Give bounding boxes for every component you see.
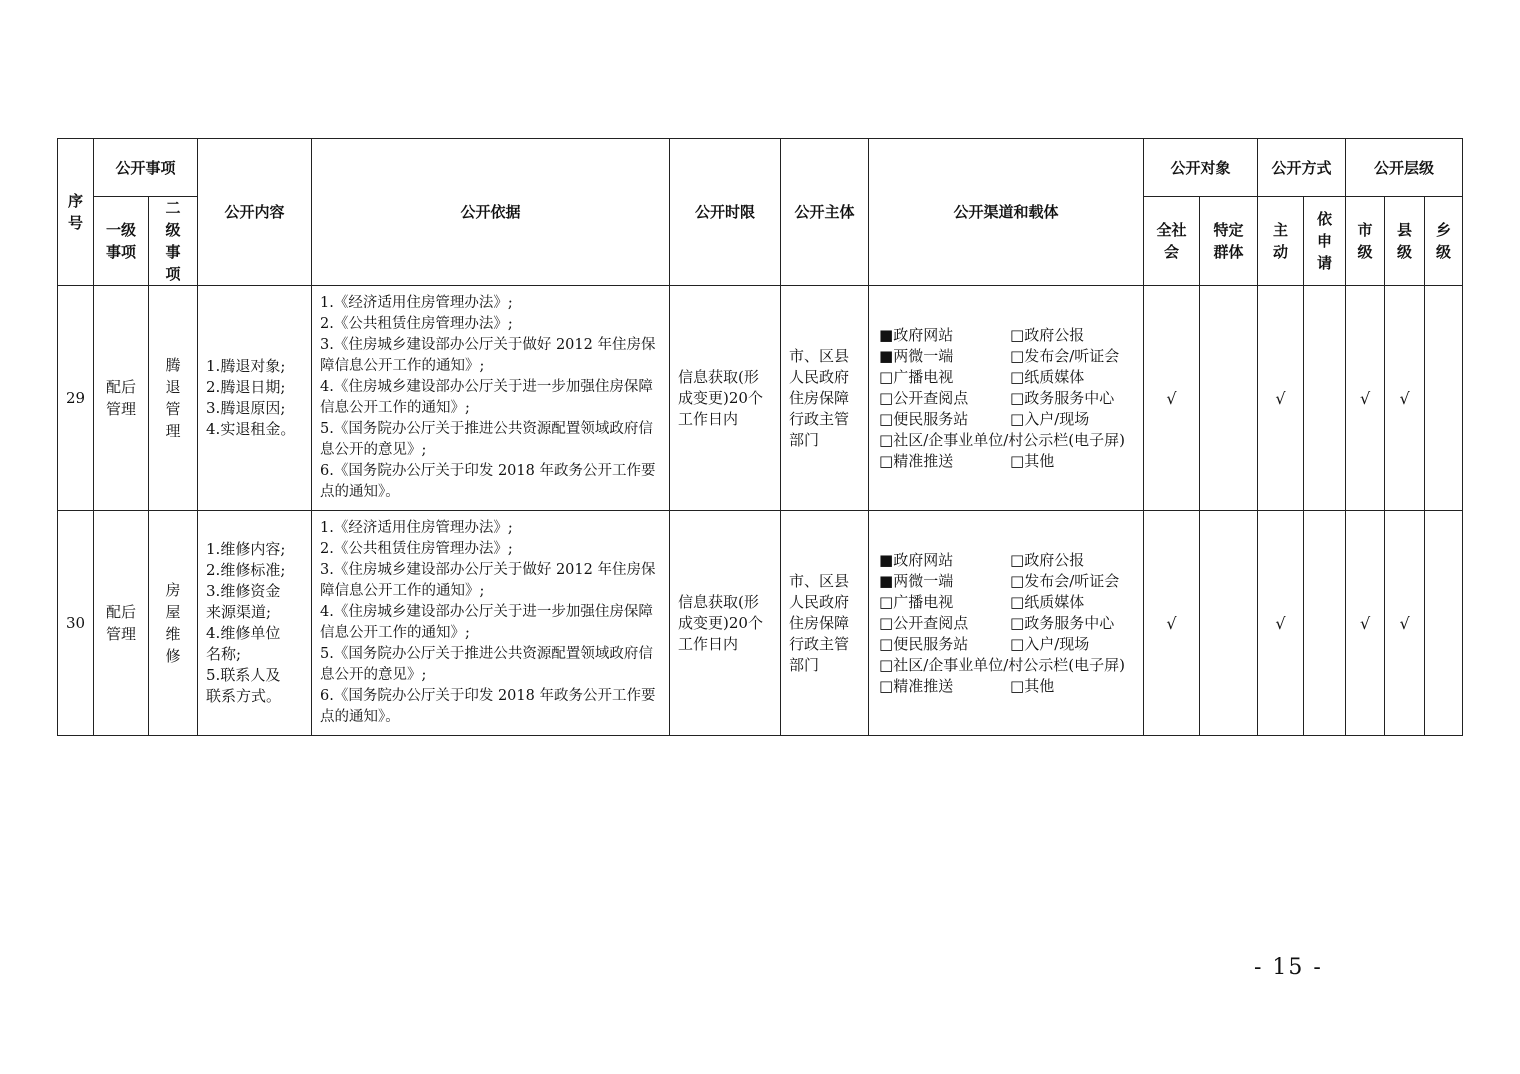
channel-option: □发布会/听证会: [1010, 571, 1120, 590]
content-line: 1.维修内容;: [206, 540, 286, 558]
check-level-town: [1425, 511, 1463, 736]
row-basis: [312, 286, 670, 511]
check-level-town: [1425, 286, 1463, 511]
row-seq: 29: [58, 286, 94, 511]
channel-option: □政务服务中心: [1010, 613, 1115, 632]
channel-option: □广播电视: [879, 592, 954, 611]
channel-option: ■两微一端: [879, 346, 954, 365]
header-method-active: 主动: [1258, 197, 1304, 286]
content-line: 来源渠道;: [206, 603, 272, 621]
row-seq: 30: [58, 511, 94, 736]
header-level2: 二级事项: [149, 197, 198, 286]
header-target-specific: 特定群体: [1200, 197, 1258, 286]
header-target-all: 全社会: [1144, 197, 1200, 286]
check-method-apply: [1304, 511, 1346, 736]
channel-option: □纸质媒体: [1010, 367, 1085, 386]
channel-option: □政务服务中心: [1010, 388, 1115, 407]
basis-line: 5.《国务院办公厅关于推进公共资源配置领域政府信息公开的意见》;: [320, 421, 653, 458]
header-target-group: 公开对象: [1144, 139, 1258, 197]
channel-option: □政府公报: [1010, 550, 1085, 569]
header-level-group: 公开层级: [1346, 139, 1463, 197]
basis-line: 3.《住房城乡建设部办公厅关于做好 2012 年住房保障信息公开工作的通知》;: [320, 337, 656, 374]
header-items-group: 公开事项: [94, 139, 198, 197]
basis-line: 2.《公共租赁住房管理办法》;: [320, 316, 513, 332]
header-channels: 公开渠道和载体: [869, 139, 1144, 286]
basis-line: 1.《经济适用住房管理办法》;: [320, 520, 513, 536]
content-line: 1.腾退对象;: [206, 357, 286, 375]
row-channels: [869, 286, 1144, 511]
row-level1: 配后管理: [94, 511, 149, 736]
channel-option: □其他: [1010, 451, 1055, 470]
content-line: 4.实退租金。: [206, 420, 296, 438]
check-method-active: √: [1258, 286, 1304, 511]
channel-option: □便民服务站: [879, 409, 969, 428]
content-line: 名称;: [206, 645, 242, 663]
table-row: [58, 286, 1463, 511]
row-level1: 配后管理: [94, 286, 149, 511]
channel-option: □入户/现场: [1010, 409, 1090, 428]
content-line: 3.腾退原因;: [206, 399, 286, 417]
check-level-county: √: [1385, 511, 1425, 736]
header-level-town: 乡级: [1425, 197, 1463, 286]
check-level-city: √: [1346, 286, 1385, 511]
basis-line: 2.《公共租赁住房管理办法》;: [320, 541, 513, 557]
basis-line: 6.《国务院办公厅关于印发 2018 年政务公开工作要点的通知》。: [320, 688, 656, 725]
channel-option: □精准推送: [879, 451, 954, 470]
check-target-specific: [1200, 511, 1258, 736]
basis-line: 6.《国务院办公厅关于印发 2018 年政务公开工作要点的通知》。: [320, 463, 656, 500]
check-target-specific: [1200, 286, 1258, 511]
disclosure-table: [57, 138, 1463, 736]
channel-option: ■政府网站: [879, 325, 954, 344]
header-level-city: 市级: [1346, 197, 1385, 286]
check-target-all: √: [1144, 286, 1200, 511]
header-time-limit: 公开时限: [670, 139, 781, 286]
header-subject: 公开主体: [781, 139, 869, 286]
check-level-county: √: [1385, 286, 1425, 511]
basis-line: 3.《住房城乡建设部办公厅关于做好 2012 年住房保障信息公开工作的通知》;: [320, 562, 656, 599]
check-method-active: √: [1258, 511, 1304, 736]
page-number: - 15 -: [1254, 955, 1323, 980]
channel-option: □其他: [1010, 676, 1055, 695]
check-target-all: √: [1144, 511, 1200, 736]
channel-option: □社区/企事业单位/村公示栏(电子屏): [879, 430, 1126, 449]
row-time-limit: 信息获取(形成变更)20个工作日内: [670, 286, 781, 511]
row-content: [198, 286, 312, 511]
header-level1: 一级事项: [94, 197, 149, 286]
channel-option: □公开查阅点: [879, 613, 969, 632]
channel-option: ■两微一端: [879, 571, 954, 590]
channel-option: □政府公报: [1010, 325, 1085, 344]
content-line: 3.维修资金: [206, 582, 281, 600]
row-level2: 房屋维修: [149, 511, 198, 736]
row-subject: 市、区县人民政府住房保障行政主管部门: [781, 286, 869, 511]
header-method-apply: 依申请: [1304, 197, 1346, 286]
content-line: 2.腾退日期;: [206, 378, 286, 396]
header-method-group: 公开方式: [1258, 139, 1346, 197]
channel-option: □精准推送: [879, 676, 954, 695]
channel-option: □广播电视: [879, 367, 954, 386]
row-content: [198, 511, 312, 736]
header-basis: 公开依据: [312, 139, 670, 286]
basis-line: 4.《住房城乡建设部办公厅关于进一步加强住房保障信息公开工作的通知》;: [320, 379, 653, 416]
row-subject: 市、区县人民政府住房保障行政主管部门: [781, 511, 869, 736]
channel-option: □便民服务站: [879, 634, 969, 653]
check-level-city: √: [1346, 511, 1385, 736]
content-line: 5.联系人及: [206, 666, 281, 684]
channel-option: □纸质媒体: [1010, 592, 1085, 611]
basis-line: 5.《国务院办公厅关于推进公共资源配置领域政府信息公开的意见》;: [320, 646, 653, 683]
row-level2: 腾退管理: [149, 286, 198, 511]
basis-line: 4.《住房城乡建设部办公厅关于进一步加强住房保障信息公开工作的通知》;: [320, 604, 653, 641]
channel-option: □公开查阅点: [879, 388, 969, 407]
header-row-1: [58, 139, 1463, 197]
channel-option: □发布会/听证会: [1010, 346, 1120, 365]
content-line: 联系方式。: [206, 687, 282, 705]
basis-line: 1.《经济适用住房管理办法》;: [320, 295, 513, 311]
channel-option: ■政府网站: [879, 550, 954, 569]
channel-option: □社区/企事业单位/村公示栏(电子屏): [879, 655, 1126, 674]
table-row: [58, 511, 1463, 736]
row-channels: [869, 511, 1144, 736]
content-line: 4.维修单位: [206, 624, 281, 642]
header-seq: 序号: [58, 139, 94, 286]
row-time-limit: 信息获取(形成变更)20个工作日内: [670, 511, 781, 736]
row-basis: [312, 511, 670, 736]
check-method-apply: [1304, 286, 1346, 511]
header-level-county: 县级: [1385, 197, 1425, 286]
channel-option: □入户/现场: [1010, 634, 1090, 653]
header-content: 公开内容: [198, 139, 312, 286]
content-line: 2.维修标准;: [206, 561, 286, 579]
